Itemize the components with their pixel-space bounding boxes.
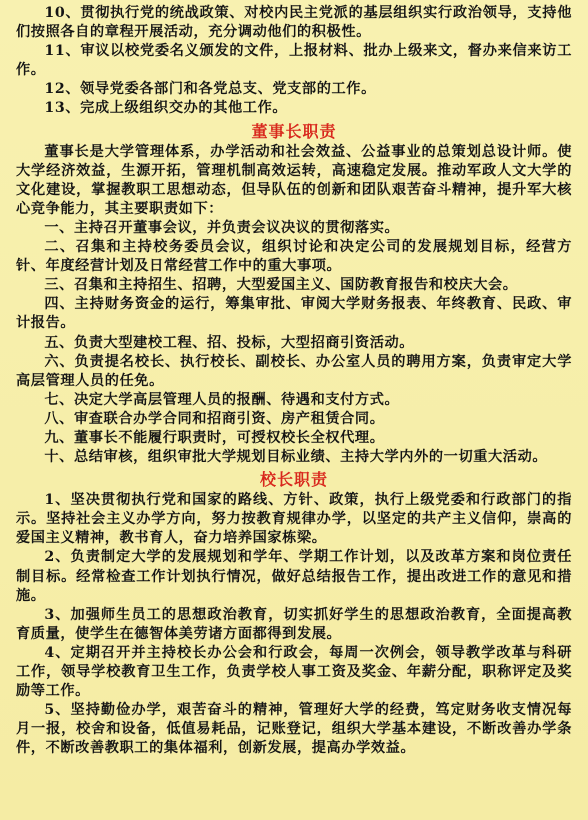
party-duty-item-12: 12、领导党委各部门和各党总支、党支部的工作。 bbox=[44, 81, 376, 98]
chairman-heading: 董事长职责 bbox=[251, 121, 337, 141]
chairman-item-8: 八、审查联合办学合同和招商引资、房产租赁合同。 bbox=[44, 410, 385, 427]
president-section bbox=[16, 470, 572, 758]
chairman-item-6: 六、负责提名校长、执行校长、副校长、办公室人员的聘用方案，负责审定大学高层管理人员的任免。 bbox=[16, 353, 572, 389]
chairman-item-10: 十、总结审核，组织审批大学规划目标业绩、主持大学内外的一切重大活动。 bbox=[44, 449, 548, 466]
chairman-item-2: 二、召集和主持校务委员会议，组织讨论和决定公司的发展规划目标，经营方针、年度经营计划及日常经营工作中的重大事项。 bbox=[16, 239, 572, 275]
chairman-item-5: 五、负责大型建校工程、招、投标，大型招商引资活动。 bbox=[44, 334, 415, 351]
chairman-item-4: 四、主持财务资金的运行，筹集审批、审阅大学财务报表、年终教育、民政、审计报告。 bbox=[16, 296, 572, 332]
chairman-intro: 董事长是大学管理体系，办学活动和社会效益、公益事业的总策划总设计师。使大学经济效益，生源开拓，管理机制高效运转，高速稳定发展。推动军政人文大学的文化建设，掌握教职工思想动态，但导队伍的创新和团队艰苦奋斗精神，提升军大核心竞争能力，其主要职责如下： bbox=[16, 143, 572, 217]
president-item-2: 2、负责制定大学的发展规划和学年、学期工作计划，以及改革方案和岗位责任制目标。经常检查工作计划执行情况，做好总结报告工作，提出改进工作的意见和措施。 bbox=[16, 549, 572, 604]
chairman-item-9: 九、董事长不能履行职责时，可授权校长全权代理。 bbox=[44, 429, 385, 446]
party-duties-continued bbox=[16, 4, 572, 119]
president-item-1: 1、坚决贯彻执行党和国家的路线、方针、政策，执行上级党委和行政部门的指示。坚持社会主义办学方向，努力按教育规律办学，以坚定的共产主义信仰，崇高的爱国主义精神，教书育人，奋力培养国家栋梁。 bbox=[16, 492, 572, 547]
chairman-section bbox=[16, 122, 572, 468]
party-duty-item-10: 10、贯彻执行党的统战政策、对校内民主党派的基层组织实行政治领导，支持他们按照各自的章程开展活动，充分调动他们的积极性。 bbox=[16, 5, 572, 41]
president-item-4: 4、定期召开并主持校长办公会和行政会，每周一次例会，领导教学改革与科研工作，领导学校教育卫生工作，负责学校人事工资及奖金、年薪分配，职称评定及奖励等工作。 bbox=[16, 644, 572, 700]
chairman-item-7: 七、决定大学高层管理人员的报酬、待遇和支付方式。 bbox=[44, 391, 400, 408]
chairman-item-1: 一、主持召开董事会议，并负责会议决议的贯彻落实。 bbox=[44, 219, 400, 236]
party-duty-item-13: 13、完成上级组织交办的其他工作。 bbox=[44, 100, 288, 117]
chairman-item-3: 三、召集和主持招生、招聘，大型爱国主义、国防教育报告和校庆大会。 bbox=[44, 277, 518, 294]
president-heading: 校长职责 bbox=[259, 470, 328, 490]
party-duty-item-11: 11、审议以校党委名义颁发的文件，上报材料、批办上级来文，督办来信来访工作。 bbox=[16, 43, 572, 79]
president-item-5: 5、坚持勤俭办学，艰苦奋斗的精神，管理好大学的经费，笃定财务收支情况每月一报，校舍和设备，低值易耗品，记账登记，组织大学基本建设，不断改善办学条件，不断改善教职工的集体福利，创新发展，提高办学效益。 bbox=[16, 702, 572, 757]
president-item-3: 3、加强师生员工的思想政治教育，切实抓好学生的思想政治教育，全面提高教育质量，使学生在德智体美劳诸方面都得到发展。 bbox=[16, 606, 572, 642]
